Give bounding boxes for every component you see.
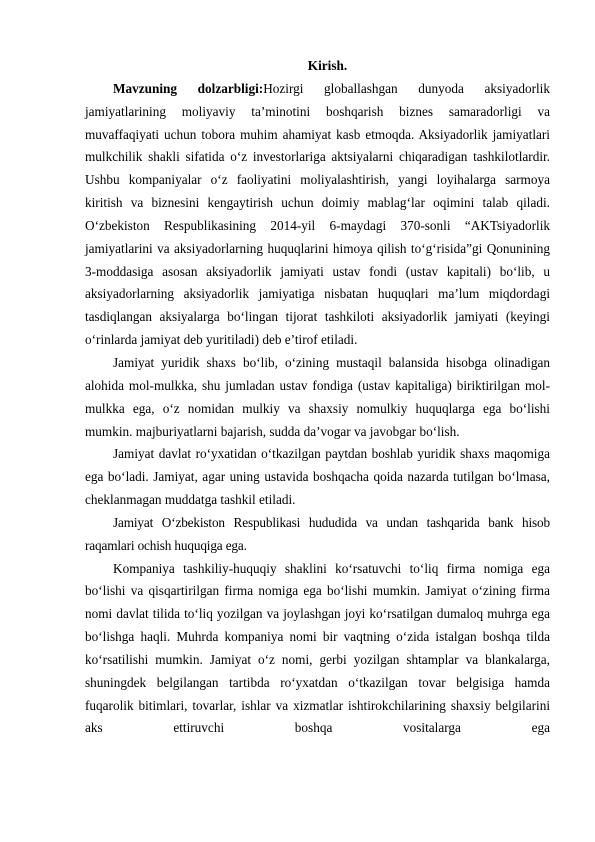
- paragraph-relevance: [85, 78, 550, 352]
- document-title: Kirish.: [307, 58, 348, 73]
- paragraph-registration: [85, 443, 550, 512]
- paragraph-text: Jamiyat davlat ro‘yxatidan o‘tkazilgan paytdan boshlab yuridik shaxs maqomiga ega bo‘ladi. Jamiyat, agar uning ustavida boshqacha qoida nazarda tutilgan bo‘lmasa, cheklanmagan muddatga tashkil etiladi.: [85, 446, 550, 508]
- paragraph-bank-accounts: [85, 512, 550, 558]
- paragraph-text: Jamiyat yuridik shaxs bo‘lib, o‘zining mustaqil balansida hisobga olinadigan alohida mol-mulkka, shu jumladan ustav fondiga (ustav kapitaliga) biriktirilgan mol-mulkka ega, o‘z nomidan mulkiy va shaxsiy nomulkiy huquqlarga ega bo‘lishi mumkin. majburiyatlarni bajarish, sudda da’vogar va javobgar bo‘lish.: [85, 354, 550, 439]
- paragraph-text: Jamiyat O‘zbekiston Respublikasi hududida va undan tashqarida bank hisob raqamlari ochish huquqiga ega.: [85, 514, 550, 553]
- paragraph-text: Kompaniya tashkiliy-huquqiy shaklini ko‘rsatuvchi to‘liq firma nomiga ega bo‘lishi va qisqartirilgan firma nomiga ega bo‘lishi mumkin. Jamiyat o‘zining firma nomi davlat tilida to‘liq yozilgan va joylashgan joyi ko‘rsatilgan dumaloq muhrga ega bo‘lishga haqli. Muhrda kompaniya nomi bir vaqtning o‘zida istalgan boshqa tilda ko‘rsatilishi mumkin. Jamiyat o‘z nomi, gerbi yozilgan shtamplar va blankalarga, shuningdek belgilangan tartibda ro‘yxatdan o‘tkazilgan tovar belgisiga hamda fuqarolik bitimlari, tovarlar, ishlar va xizmatlar ishtirokchilarining shaxsiy belgilarini aks ettiruvchi boshqa vositalarga ega: [85, 560, 550, 736]
- paragraph-text: Hozirgi globallashgan dunyoda aksiyadorlik jamiyatlarining moliyaviy ta’minotini boshqarish biznes samaradorligi va muvaffaqiyati uchun tobora muhim ahamiyat kasb etmoqda. Aksiyadorlik jamiyatlari mulkchilik shakli sifatida o‘z investorlariga aktsiyalarni chiqaradigan tashkilotlardir. Ushbu kompaniyalar o‘z faoliyatini moliyalashtirish, yangi loyihalarga sarmoya kiritish va biznesini kengaytirish uchun doimiy mablag‘lar oqimini talab qiladi. O‘zbekiston Respublikasining 2014-yil 6-maydagi 370-sonli “AKTsiyadorlik jamiyatlarini va aksiyadorlarning huquqlarini himoya qilish to‘g‘risida”gi Qonunining 3-moddasiga asosan aksiyadorlik jamiyati ustav fondi (ustav kapitali) bo‘lib, u aksiyadorlarning aksiyadorlik jamiyatiga nisbatan huquqlari ma’lum miqdordagi tasdiqlangan aksiyalarga bo‘lingan tijorat tashkiloti aksiyadorlik jamiyati (keyingi o‘rinlarda jamiyat deb yuritiladi) deb e’tirof etiladi.: [85, 80, 550, 348]
- document-page: [85, 55, 550, 740]
- paragraph-lead: Mavzuning dolzarbligi:: [113, 80, 264, 96]
- paragraph-legal-entity: [85, 352, 550, 443]
- paragraph-company-name: [85, 558, 550, 741]
